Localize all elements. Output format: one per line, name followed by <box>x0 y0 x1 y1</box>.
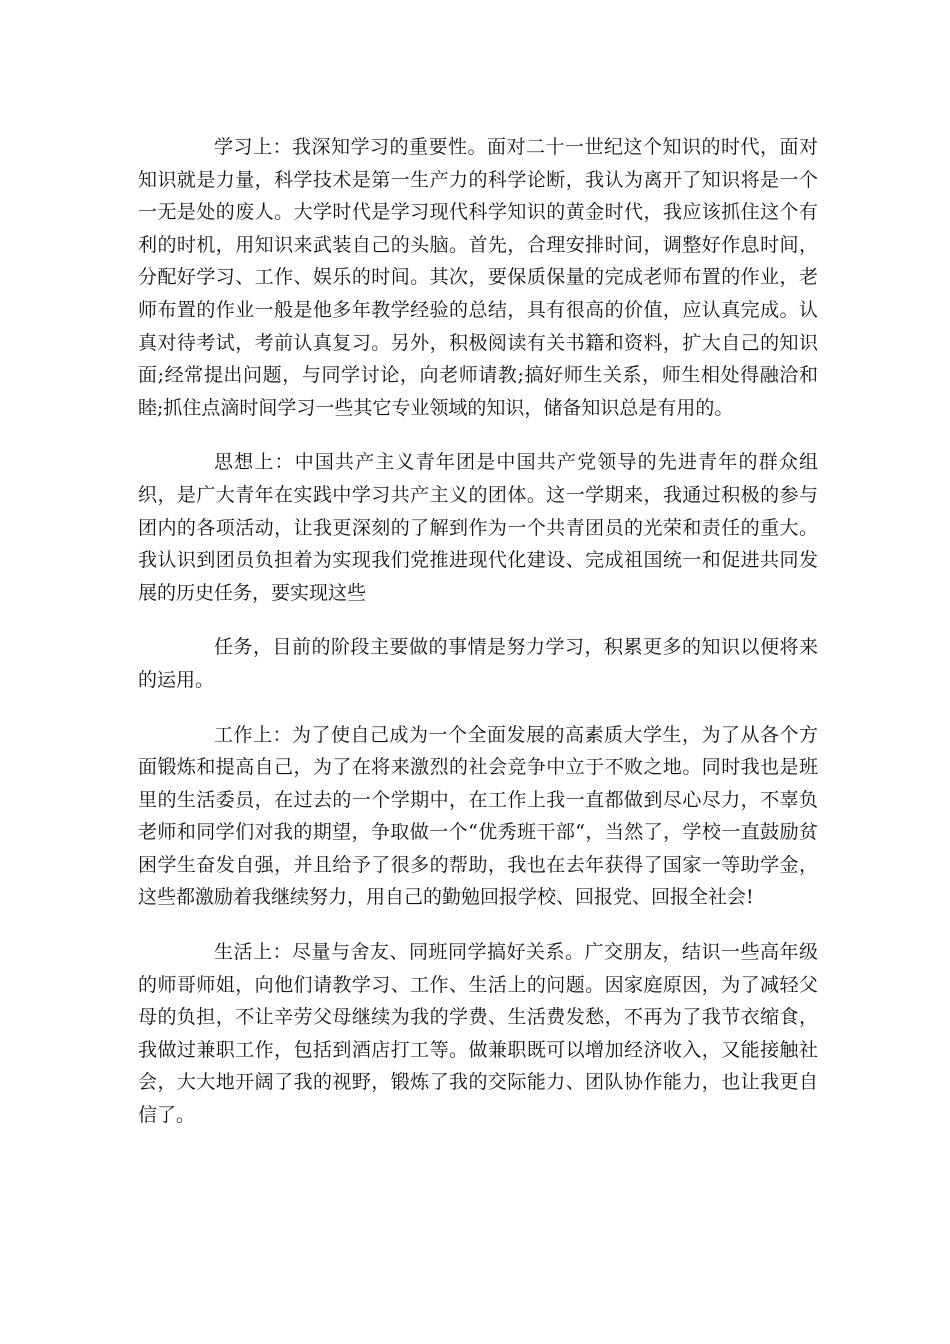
paragraph-life: 生活上：尽量与舍友、同班同学搞好关系。广交朋友，结识一些高年级的师哥师姐，向他们请教学习、工作、生活上的问题。因家庭原因，为了减轻父母的负担，不让辛劳父母继续为我的学费、生活费发愁，不再为了我节衣缩食，我做过兼职工作，包括到酒店打工等。做兼职既可以增加经济收入，又能接触社会，大大地开阔了我的视野，锻炼了我的交际能力、团队协作能力，也让我更自信了。 <box>138 941 818 1127</box>
paragraph-work: 工作上：为了使自己成为一个全面发展的高素质大学生，为了从各个方面锻炼和提高自己，为了在将来激烈的社会竞争中立于不败之地。同时我也是班里的生活委员，在过去的一个学期中，在工作上我一直都做到尽心尽力，不辜负老师和同学们对我的期望，争取做一个“优秀班干部“，当然了，学校一直鼓励贫困学生奋发自强，并且给予了很多的帮助，我也在去年获得了国家一等助学金，这些都激励着我继续努力，用自己的勤勉回报学校、回报党、回报全社会! <box>138 723 818 909</box>
paragraph-ideology: 思想上：中国共产主义青年团是中国共产党领导的先进青年的群众组织，是广大青年在实践中学习共产主义的团体。这一学期来，我通过积极的参与团内的各项活动，让我更深刻的了解到作为一个共青团员的光荣和责任的重大。我认识到团员负担着为实现我们党推进现代化建设、完成祖国统一和促进共同发展的历史任务，要实现这些 <box>138 451 818 604</box>
paragraph-study: 学习上：我深知学习的重要性。面对二十一世纪这个知识的时代，面对知识就是力量，科学技术是第一生产力的科学论断，我认为离开了知识将是一个一无是处的废人。大学时代是学习现代科学知识的黄金时代，我应该抓住这个有利的时机，用知识来武装自己的头脑。首先，合理安排时间，调整好作息时间，分配好学习、工作、娱乐的时间。其次，要保质保量的完成老师布置的作业，老师布置的作业一般是他多年教学经验的总结，具有很高的价值，应认真完成。认真对待考试，考前认真复习。另外，积极阅读有关书籍和资料，扩大自己的知识面;经常提出问题，与同学讨论，向老师请教;搞好师生关系，师生相处得融洽和睦;抓住点滴时间学习一些其它专业领域的知识，储备知识总是有用的。 <box>138 136 818 419</box>
paragraph-ideology-continued: 任务，目前的阶段主要做的事情是努力学习，积累更多的知识以便将来的运用。 <box>138 636 818 691</box>
document-body <box>138 131 818 1132</box>
